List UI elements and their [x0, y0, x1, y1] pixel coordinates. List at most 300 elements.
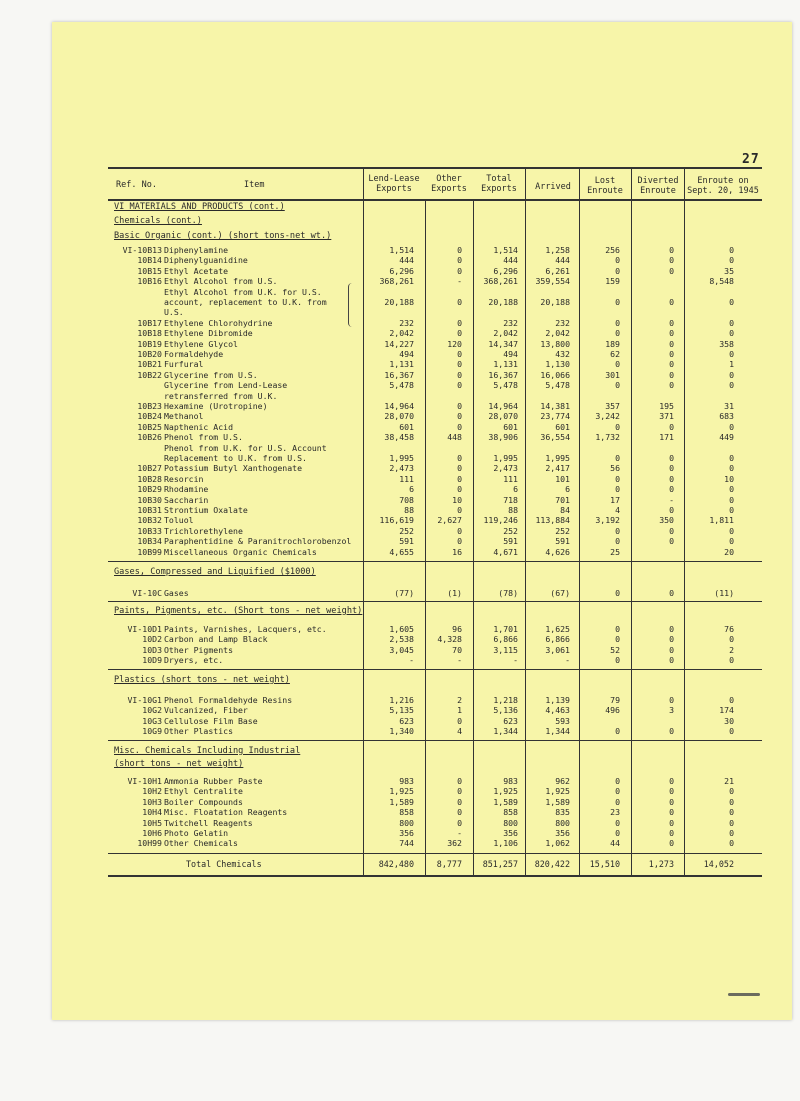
cell-en: 31 [724, 401, 734, 411]
cell-ar: 14,381 [540, 401, 570, 411]
header-other-exports [426, 174, 472, 194]
cell-ar: 356 [555, 828, 570, 838]
cell-ar: 13,800 [540, 338, 570, 349]
cell-lo: 0 [615, 786, 620, 797]
cell-oe: 4,328 [437, 634, 462, 645]
rule-total-bottom [108, 875, 762, 877]
table-row [0, 484, 800, 495]
cell-lo: 0 [615, 776, 620, 786]
cell-lo: 0 [615, 817, 620, 828]
table-row [0, 432, 800, 443]
cell-oe: 0 [457, 715, 462, 726]
cell-ref: 10B23 [137, 401, 162, 411]
cell-ref: 10B24 [137, 411, 162, 422]
cell-item: Photo Gelatin [164, 828, 229, 838]
cell-ref: 10B28 [137, 473, 162, 484]
cell-ll: 601 [399, 421, 414, 432]
cell-te: 1,995 [493, 453, 518, 463]
cell-oe: 0 [457, 536, 462, 547]
rule-gases [108, 561, 762, 562]
cell-lo: 23 [610, 807, 620, 818]
cell-lo: 0 [615, 359, 620, 370]
cell-ref: 10B33 [137, 525, 162, 536]
header-lost-l1: Lost [594, 176, 616, 186]
cell-item: Phenol Formaldehyde Resins [164, 695, 293, 705]
table-row [0, 453, 800, 464]
cell-di: 0 [669, 817, 674, 828]
cell-ar: 432 [555, 349, 570, 359]
cell-lo: 0 [615, 726, 620, 737]
cell-ll: 14,227 [384, 338, 414, 349]
cell-ll: 3,045 [389, 644, 414, 655]
cell-en: 683 [719, 411, 734, 422]
cell-ll: 4,655 [389, 546, 414, 557]
table-row [0, 401, 800, 412]
cell-ar: 113,884 [535, 515, 570, 526]
table-row [0, 776, 800, 787]
cell-ll: 38,458 [384, 432, 414, 443]
table-row [0, 318, 800, 329]
table-row [0, 797, 800, 808]
cell-ar: (67) [550, 588, 570, 598]
cell-ar: 23,774 [540, 411, 570, 422]
cell-te: 623 [503, 715, 518, 726]
cell-ll: 356 [399, 828, 414, 838]
table-row [0, 695, 800, 706]
cell-item: retransferred from U.K. [164, 390, 278, 401]
cell-oe: 0 [457, 473, 462, 484]
table-row [0, 474, 800, 485]
cell-item: Hexamine (Urotropine) [164, 401, 268, 411]
cell-di: 0 [669, 317, 674, 328]
total-total-exports: 851,257 [482, 859, 518, 869]
cell-te: - [513, 655, 518, 666]
cell-di: 0 [669, 796, 674, 807]
cell-oe: 0 [457, 796, 462, 807]
cell-ar: 800 [555, 817, 570, 828]
cell-ref: VI-10H1 [127, 776, 162, 786]
cell-lo: 0 [615, 453, 620, 463]
cell-ll: 1,131 [389, 359, 414, 370]
cell-ll: 16,367 [384, 369, 414, 380]
cell-en: 0 [729, 828, 734, 838]
cell-ar: 2,417 [545, 463, 570, 474]
cell-lo: 44 [610, 838, 620, 849]
cell-ll: 708 [399, 494, 414, 505]
cell-di: 0 [669, 463, 674, 474]
section-paints: Paints, Pigments, etc. (Short tons - net weight) [114, 606, 363, 616]
cell-oe: 2 [457, 695, 462, 705]
cell-oe: 120 [447, 338, 462, 349]
cell-ref: 10H99 [137, 838, 162, 849]
cell-en: 1,811 [709, 515, 734, 526]
cell-ll: 983 [399, 776, 414, 786]
cell-ref: 10D3 [142, 644, 162, 655]
cell-ar: 1,995 [545, 453, 570, 463]
cell-te: 591 [503, 536, 518, 547]
cell-te: 1,344 [493, 726, 518, 737]
cell-item: Glycerine from U.S. [164, 369, 258, 380]
cell-oe: 0 [457, 421, 462, 432]
cell-te: 858 [503, 807, 518, 818]
cell-te: 718 [503, 494, 518, 505]
cell-ar: 252 [555, 525, 570, 536]
cell-ar: 444 [555, 255, 570, 266]
table-row [0, 370, 800, 381]
cell-lo: 159 [605, 276, 620, 287]
cell-ref: 10B99 [137, 546, 162, 557]
cell-ref: 10B15 [137, 265, 162, 276]
cell-ll: 20,188 [384, 297, 414, 307]
cell-lo: 0 [615, 473, 620, 484]
total-lost: 15,510 [589, 859, 620, 869]
cell-lo: 0 [615, 265, 620, 276]
cell-ll: 591 [399, 536, 414, 547]
cell-di: 0 [669, 655, 674, 666]
cell-ar: 1,139 [545, 695, 570, 705]
section-chemicals: Chemicals (cont.) [114, 216, 202, 226]
cell-ref: 10B22 [137, 369, 162, 380]
cell-ref: 10G3 [142, 715, 162, 726]
cell-ref: 10G2 [142, 705, 162, 716]
cell-en: 30 [724, 715, 734, 726]
top-rule [108, 167, 762, 169]
table-row [0, 276, 800, 287]
cell-en: 21 [724, 776, 734, 786]
cell-lo: 0 [615, 624, 620, 634]
table-row [0, 287, 800, 298]
table-row [0, 307, 800, 318]
cell-di: 0 [669, 328, 674, 339]
cell-ar: 701 [555, 494, 570, 505]
cell-item: Cellulose Film Base [164, 715, 258, 726]
table-row [0, 634, 800, 645]
cell-lo: 496 [605, 705, 620, 716]
cell-oe: 0 [457, 411, 462, 422]
cell-oe: 448 [447, 432, 462, 443]
cell-lo: 189 [605, 338, 620, 349]
cell-lo: 256 [605, 245, 620, 255]
cell-oe: (1) [447, 588, 462, 598]
cell-en: 0 [729, 807, 734, 818]
cell-item: Phenol from U.S. [164, 432, 243, 443]
cell-item: Replacement to U.K. from U.S. [164, 453, 307, 463]
cell-item: Ethylene Glycol [164, 338, 238, 349]
cell-ref: 10B18 [137, 328, 162, 339]
cell-te: 6 [513, 484, 518, 495]
header-diverted-l2: Enroute [640, 186, 676, 196]
cell-item: Methanol [164, 411, 204, 422]
cell-en: 449 [719, 432, 734, 443]
table-row [0, 818, 800, 829]
cell-te: 494 [503, 349, 518, 359]
cell-ar: 5,478 [545, 380, 570, 391]
cell-item: Resorcin [164, 473, 204, 484]
cell-lo: 0 [615, 536, 620, 547]
cell-ar: 1,130 [545, 359, 570, 370]
cell-en: 10 [724, 473, 734, 484]
cell-item: Ethyl Alcohol from U.S. [164, 276, 278, 287]
cell-item: Trichlorethylene [164, 525, 243, 536]
cell-ll: 623 [399, 715, 414, 726]
cell-item: U.S. [164, 307, 184, 318]
cell-oe: 0 [457, 245, 462, 255]
cell-oe: 70 [452, 644, 462, 655]
table-row [0, 716, 800, 727]
cell-oe: 0 [457, 453, 462, 463]
scan-mark [728, 993, 760, 996]
table-row [0, 422, 800, 433]
cell-te: 38,906 [488, 432, 518, 443]
section-basic-organic: Basic Organic (cont.) (short tons-net wt.) [114, 231, 332, 241]
cell-di: - [669, 494, 674, 505]
cell-ll: 1,216 [389, 695, 414, 705]
cell-te: 1,589 [493, 796, 518, 807]
cell-te: 88 [508, 505, 518, 515]
cell-di: 0 [669, 338, 674, 349]
cell-en: 35 [724, 265, 734, 276]
table-row [0, 547, 800, 558]
cell-di: 371 [659, 411, 674, 422]
cell-ref: VI-10B13 [122, 245, 162, 255]
cell-te: 5,136 [493, 705, 518, 716]
cell-ll: 116,619 [379, 515, 414, 526]
header-total-l1: Total [486, 174, 512, 184]
cell-te: 4,671 [493, 546, 518, 557]
cell-te: 983 [503, 776, 518, 786]
cell-item: Carbon and Lamp Black [164, 634, 268, 645]
cell-ref: 10B17 [137, 317, 162, 328]
cell-te: 6,296 [493, 265, 518, 276]
table-row [0, 266, 800, 277]
cell-ar: 1,925 [545, 786, 570, 797]
cell-di: 0 [669, 838, 674, 849]
cell-ll: 744 [399, 838, 414, 849]
cell-en: 0 [729, 817, 734, 828]
cell-ar: 1,258 [545, 245, 570, 255]
cell-item: Rhodamine [164, 484, 209, 495]
cell-ll: 1,925 [389, 786, 414, 797]
cell-ref: 10B26 [137, 432, 162, 443]
table-row [0, 495, 800, 506]
cell-ll: 1,340 [389, 726, 414, 737]
cell-en: 0 [729, 505, 734, 515]
cell-ar: - [565, 655, 570, 666]
cell-di: 0 [669, 453, 674, 463]
table-row [0, 297, 800, 308]
cell-oe: - [457, 276, 462, 287]
cell-te: 444 [503, 255, 518, 266]
cell-ll: 1,514 [389, 245, 414, 255]
total-diverted: 1,273 [648, 859, 674, 869]
cell-ref: 10D2 [142, 634, 162, 645]
table-row [0, 245, 800, 256]
cell-ll: 1,605 [389, 624, 414, 634]
cell-oe: 0 [457, 380, 462, 391]
cell-ref: 10B25 [137, 421, 162, 432]
cell-ll: 1,995 [389, 453, 414, 463]
cell-te: 14,964 [488, 401, 518, 411]
cell-item: Ethylene Chlorohydrine [164, 317, 273, 328]
cell-en: 0 [729, 317, 734, 328]
table-row [0, 255, 800, 266]
cell-ar: 101 [555, 473, 570, 484]
cell-item: Diphenylguanidine [164, 255, 248, 266]
cell-ll: 858 [399, 807, 414, 818]
cell-lo: 56 [610, 463, 620, 474]
cell-ll: - [409, 655, 414, 666]
cell-di: 0 [669, 421, 674, 432]
cell-te: 1,925 [493, 786, 518, 797]
cell-item: Ethylene Dibromide [164, 328, 253, 339]
cell-di: 0 [669, 588, 674, 598]
cell-en: 0 [729, 349, 734, 359]
cell-lo: 0 [615, 380, 620, 391]
cell-lo: 0 [615, 828, 620, 838]
cell-lo: 0 [615, 297, 620, 307]
cell-en: 0 [729, 726, 734, 737]
cell-en: 76 [724, 624, 734, 634]
cell-en: 0 [729, 536, 734, 547]
cell-ll: 88 [404, 505, 414, 515]
cell-item: Ammonia Rubber Paste [164, 776, 263, 786]
table-row [0, 526, 800, 537]
cell-item: Miscellaneous Organic Chemicals [164, 546, 317, 557]
cell-item: Potassium Butyl Xanthogenate [164, 463, 303, 474]
cell-ref: 10B32 [137, 515, 162, 526]
cell-te: 119,246 [483, 515, 518, 526]
section-vi-materials: VI MATERIALS AND PRODUCTS (cont.) [114, 202, 285, 212]
section-misc-2: (short tons - net weight) [114, 759, 244, 769]
cell-te: 16,367 [488, 369, 518, 380]
cell-lo: 3,192 [595, 515, 620, 526]
header-lend-lease [364, 174, 424, 194]
cell-en: 0 [729, 463, 734, 474]
cell-oe: 0 [457, 807, 462, 818]
cell-oe: 0 [457, 786, 462, 797]
header-total-l2: Exports [481, 184, 517, 194]
cell-ll: 2,473 [389, 463, 414, 474]
cell-en: 358 [719, 338, 734, 349]
table-row [0, 339, 800, 350]
cell-di: 0 [669, 634, 674, 645]
cell-item: Phenol from U.K. for U.S. Account [164, 442, 327, 453]
cell-di: 0 [669, 297, 674, 307]
cell-ar: 4,463 [545, 705, 570, 716]
table-row [0, 328, 800, 339]
header-other-l1: Other [436, 174, 462, 184]
cell-oe: 0 [457, 349, 462, 359]
cell-te: 2,042 [493, 328, 518, 339]
table-row [0, 588, 800, 599]
cell-item: Toluol [164, 515, 194, 526]
rule-paints [108, 601, 762, 602]
cell-te: 28,070 [488, 411, 518, 422]
cell-di: 0 [669, 473, 674, 484]
cell-oe: 0 [457, 817, 462, 828]
total-arrived: 820,422 [534, 859, 570, 869]
cell-ll: 6,296 [389, 265, 414, 276]
cell-ref: 10H2 [142, 786, 162, 797]
header-enroute-l2: Sept. 20, 1945 [687, 186, 759, 196]
cell-lo: 79 [610, 695, 620, 705]
cell-ll: 28,070 [384, 411, 414, 422]
header-item: Item [244, 180, 265, 190]
cell-ref: 10H3 [142, 796, 162, 807]
table-row [0, 655, 800, 666]
cell-en: 0 [729, 255, 734, 266]
cell-di: 0 [669, 624, 674, 634]
cell-ll: 2,042 [389, 328, 414, 339]
table-row [0, 515, 800, 526]
cell-oe: 0 [457, 317, 462, 328]
cell-oe: 0 [457, 525, 462, 536]
cell-lo: 0 [615, 317, 620, 328]
cell-item: Other Chemicals [164, 838, 238, 849]
cell-ll: 2,538 [389, 634, 414, 645]
cell-lo: 4 [615, 505, 620, 515]
cell-lo: 0 [615, 255, 620, 266]
header-lost-enroute [580, 176, 630, 196]
cell-oe: 0 [457, 401, 462, 411]
cell-ar: 962 [555, 776, 570, 786]
cell-oe: 16 [452, 546, 462, 557]
cell-lo: 17 [610, 494, 620, 505]
cell-te: 14,347 [488, 338, 518, 349]
cell-item: Misc. Floatation Reagents [164, 807, 288, 818]
cell-oe: 10 [452, 494, 462, 505]
table-row [0, 505, 800, 516]
cell-en: 0 [729, 786, 734, 797]
cell-ar: 4,626 [545, 546, 570, 557]
cell-oe: 1 [457, 705, 462, 716]
header-total-exports [474, 174, 524, 194]
cell-oe: 362 [447, 838, 462, 849]
cell-lo: 1,732 [595, 432, 620, 443]
cell-ref: 10B20 [137, 349, 162, 359]
table-row [0, 536, 800, 547]
cell-ll: 111 [399, 473, 414, 484]
cell-en: 0 [729, 421, 734, 432]
cell-item: Furfural [164, 359, 204, 370]
cell-lo: 0 [615, 484, 620, 495]
total-other-exports: 8,777 [436, 859, 462, 869]
cell-item: Vulcanized, Fiber [164, 705, 248, 716]
cell-lo: 357 [605, 401, 620, 411]
cell-ar: 232 [555, 317, 570, 328]
cell-ref: VI-10G1 [127, 695, 162, 705]
cell-ref: 10B14 [137, 255, 162, 266]
cell-te: 601 [503, 421, 518, 432]
cell-te: 1,701 [493, 624, 518, 634]
cell-en: 0 [729, 525, 734, 536]
cell-ref: VI-10D1 [127, 624, 162, 634]
cell-ref: 10H6 [142, 828, 162, 838]
cell-item: Gases [164, 588, 189, 598]
rule-misc [108, 740, 762, 741]
table-row [0, 838, 800, 849]
cell-item: Boiler Compounds [164, 796, 243, 807]
cell-item: Paints, Varnishes, Lacquers, etc. [164, 624, 327, 634]
cell-ll: 232 [399, 317, 414, 328]
section-plastics: Plastics (short tons - net weight) [114, 675, 290, 685]
cell-oe: 0 [457, 505, 462, 515]
cell-en: 0 [729, 245, 734, 255]
cell-di: 0 [669, 359, 674, 370]
cell-lo: 0 [615, 421, 620, 432]
table-row [0, 645, 800, 656]
cell-ll: 494 [399, 349, 414, 359]
